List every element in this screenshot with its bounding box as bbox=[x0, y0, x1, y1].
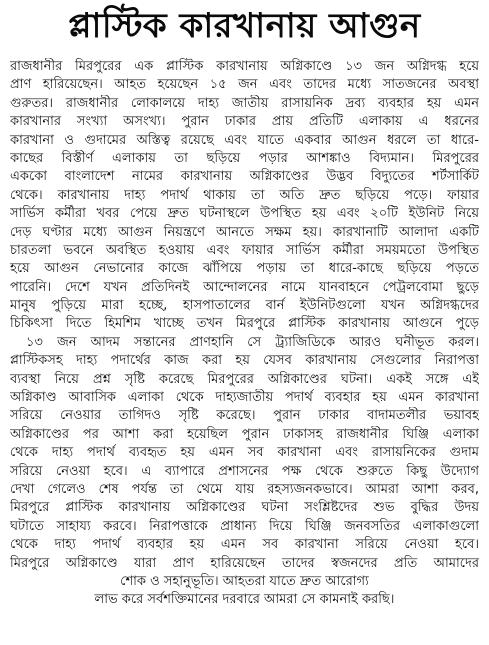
body-line: গুরুতর। রাজধানীর লোকালয়ে দাহ্য জাতীয় রাসায়নিক দ্রব্য ব্যবহার হয় এমন bbox=[10, 95, 479, 111]
body-line: মিরপুরে প্লাস্টিক কারখানায় অগ্নিকাণ্ডের ঘটনা সংশ্লিষ্টদের শুভ বুদ্ধির উদয় bbox=[10, 500, 479, 516]
body-line: কারখানার সংখ্যা অসংখ্য। পুরান ঢাকার প্রায় প্রতিটি এলাকায় এ ধরনের bbox=[10, 114, 479, 130]
body-line: শোক ও সহানুভূতি। আহতরা যাতে দ্রুত আরোগ্য bbox=[120, 573, 369, 589]
body-line: ১৩ জন আদম সন্তানের প্রাণহানি সে ট্র্যাজিডিকে আরও ঘনীভূত করল। bbox=[26, 334, 479, 350]
body-line: রাজধানীর মিরপুরের এক প্লাস্টিক কারখানায় অগ্নিকাণ্ডে ১৩ জন অগ্নিদগ্ধ হয়ে bbox=[10, 59, 479, 74]
body-line: প্রাণ হারিয়েছেন। আহত হয়েছেন ১৫ জন এবং তাদের মধ্যে সাতজনের অবস্থা bbox=[10, 77, 479, 93]
body-line: প্লাস্টিকসহ দাহ্য পদার্থের কাজ করা হয় যেসব কারখানায় সেগুলোর নিরাপত্তা bbox=[10, 353, 479, 369]
body-line: চিকিৎসা দিতে হিমশিম খাচ্ছে তখন মিরপুরে প্লাস্টিক কারখানায় আগুনে পুড়ে bbox=[10, 316, 479, 332]
body-line: ব্যবস্থা নিয়ে প্রশ্ন সৃষ্টি করেছে মিরপুরের অগ্নিকাণ্ডের ঘটনা। একই সঙ্গে এই bbox=[10, 371, 479, 387]
body-line: সরিয়ে নেওয়ার তাগিদও সৃষ্টি করেছে। পুরান ঢাকার বাদামতলীর ভয়াবহ bbox=[10, 408, 479, 424]
body-line: থেকে দাহ্য পদার্থ ব্যবহৃত হয় এমন সব কারখানা এবং রাসায়নিকের গুদাম bbox=[10, 445, 479, 461]
article-headline: প্লাস্টিক কারখানায় আগুন bbox=[68, 6, 421, 46]
body-line: লাভ করে সর্বশক্তিমানের দরবারে আমরা সে কামনাই করছি। bbox=[94, 592, 395, 608]
body-line: অগ্নিকাণ্ড আবাসিক এলাকা থেকে দাহ্যজাতীয় পদার্থ ব্যবহার হয় এমন কারখানা bbox=[10, 390, 479, 406]
body-line: হয়ে আগুন নেভানোর কাজে ঝাঁপিয়ে পড়ায় তা ধারে-কাছে ছড়িয়ে পড়তে bbox=[10, 261, 479, 277]
body-line: কারখানা ও গুদামের অস্তিত্ব রয়েছে এবং যাতে একবার আগুন ধরলে তা ধারে- bbox=[10, 132, 479, 148]
body-line: দেখা গেলেও শেষ পর্যন্ত তা থেমে যায় রহস্যজনকভাবে। আমরা আশা করব, bbox=[10, 481, 479, 497]
body-line: মানুষ পুড়িয়ে মারা হচ্ছে, হাসপাতালের বার্ন ইউনিটগুলো যখন অগ্নিদগ্ধদের bbox=[10, 298, 479, 314]
body-line: মিরপুরে অগ্নিকাণ্ডে যারা প্রাণ হারিয়েছেন তাদের স্বজনদের প্রতি আমাদের bbox=[10, 555, 479, 571]
body-line: ঘটাতে সাহায্য করবে। নিরাপত্তাকে প্রাধান্য দিয়ে ঘিঞ্জি জনবসতির এলাকাগুলো bbox=[10, 518, 479, 534]
article-body bbox=[10, 58, 479, 610]
body-line: থেকে দাহ্য পদার্থ ব্যবহার হয় এমন সব কারখানা সরিয়ে নেওয়া হবে। bbox=[10, 537, 479, 553]
body-line: পারেনি। দেশে যখন প্রতিদিনই আন্দোলনের নামে যানবাহনে পেট্রলবোমা ছুড়ে bbox=[10, 279, 479, 295]
body-line: সার্ভিস কর্মীরা খবর পেয়ে দ্রুত ঘটনাস্থলে উপস্থিত হয় এবং ২০টি ইউনিট নিয়ে bbox=[10, 206, 479, 222]
body-line: কাছের বিস্তীর্ণ এলাকায় তা ছড়িয়ে পড়ার আশঙ্কাও বিদ্যমান। মিরপুরের bbox=[10, 150, 479, 166]
body-line: এককো বাংলাদেশ নামের কারখানায় অগ্নিকাণ্ডের উদ্ভব বিদ্যুতের শর্টসার্কিট bbox=[10, 169, 479, 185]
body-line: অগ্নিকাণ্ডের পর আশা করা হয়েছিল পুরান ঢাকাসহ রাজধানীর ঘিঞ্জি এলাকা bbox=[10, 426, 479, 442]
body-line: থেকে। কারখানায় দাহ্য পদার্থ থাকায় তা অতি দ্রুত ছড়িয়ে পড়ে। ফায়ার bbox=[10, 187, 479, 203]
body-line: চারতলা ভবনে অবস্থিত হওয়ায় এবং ফায়ার সার্ভিস কর্মীরা সময়মতো উপস্থিত bbox=[10, 242, 479, 258]
body-line: সরিয়ে নেওয়া হবে। এ ব্যাপারে প্রশাসনের পক্ষ থেকে শুরুতে কিছু উদ্যোগ bbox=[10, 463, 479, 479]
body-line: দেড় ঘণ্টার মধ্যে আগুন নিয়ন্ত্রণে আনতে সক্ষম হয়। কারখানাটি আলাদা একটি bbox=[10, 224, 479, 240]
